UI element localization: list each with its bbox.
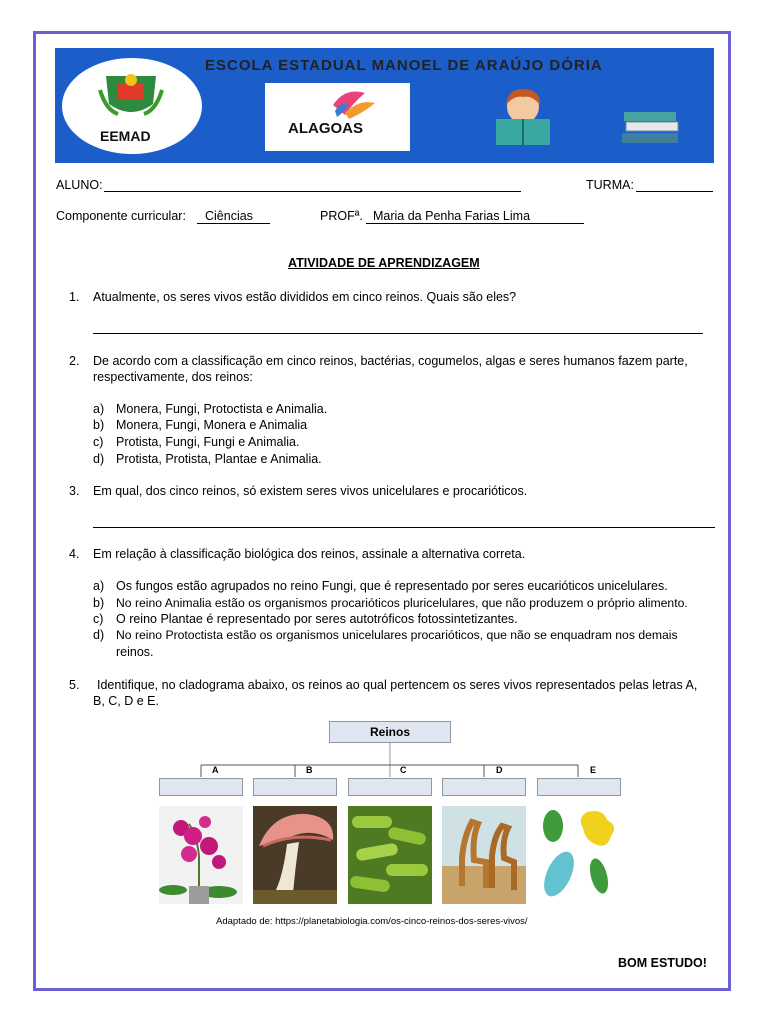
cladogram-letter-e: E	[590, 765, 597, 775]
giraffes-photo	[442, 806, 526, 904]
q2-option-letter: d)	[93, 452, 105, 466]
q2-text-line2: respectivamente, dos reinos:	[93, 370, 253, 384]
turma-label: TURMA:	[586, 178, 634, 192]
kingdom-answer-box-d[interactable]	[442, 778, 526, 796]
q2-option-text: Monera, Fungi, Monera e Animalia	[116, 418, 308, 432]
q5-number: 5.	[69, 678, 80, 692]
cladogram-letter-a: A	[212, 765, 219, 775]
q4-option-letter: c)	[93, 612, 104, 626]
prof-value: Maria da Penha Farias Lima	[373, 209, 531, 223]
componente-value: Ciências	[205, 209, 253, 223]
cladogram-letter-b: B	[306, 765, 313, 775]
q4-text: Em relação à classificação biológica dos reinos, assinale a alternativa correta.	[93, 547, 526, 561]
q4-option-text: O reino Plantae é representado por seres autotróficos fotossintetizantes.	[116, 612, 518, 626]
q1-number: 1.	[69, 290, 80, 304]
image-caption: Adaptado de: https://planetabiologia.com/os-cinco-reinos-dos-seres-vivos/	[216, 916, 528, 927]
school-name: ESCOLA ESTADUAL MANOEL DE ARAÚJO DÓRIA	[205, 57, 603, 74]
q3-text: Em qual, dos cinco reinos, só existem seres vivos unicelulares e procarióticos.	[93, 484, 528, 498]
q2-option-letter: c)	[93, 435, 104, 449]
alagoas-logo-text: ALAGOAS	[288, 120, 363, 137]
q4-option-text: Os fungos estão agrupados no reino Fungi, que é representado por seres eucarióticos unicelulares.	[116, 579, 668, 593]
orchid-flower-photo	[159, 806, 243, 904]
q2-number: 2.	[69, 354, 80, 368]
activity-title: ATIVIDADE DE APRENDIZAGEM	[288, 256, 480, 270]
q2-option-letter: b)	[93, 418, 105, 432]
q4-option-letter: d)	[93, 628, 105, 642]
cladogram-letter-c: C	[400, 765, 407, 775]
kingdom-answer-box-e[interactable]	[537, 778, 621, 796]
seal-label: EEMAD	[100, 128, 151, 144]
q1-text: Atualmente, os seres vivos estão divididos em cinco reinos. Quais são eles?	[93, 290, 517, 304]
kingdom-answer-box-b[interactable]	[253, 778, 337, 796]
cladogram-root: Reinos	[329, 721, 451, 743]
bacteria-photo	[348, 806, 432, 904]
q4-option-letter: a)	[93, 579, 105, 593]
cladogram-letter-d: D	[496, 765, 503, 775]
q3-number: 3.	[69, 484, 80, 498]
q4-option-text: No reino Protoctista estão os organismos unicelulares procarióticos, que não se enquadram nos demais	[116, 628, 678, 642]
protists-illustration	[537, 806, 621, 904]
kingdom-answer-box-a[interactable]	[159, 778, 243, 796]
q5-text-line1: Identifique, no cladograma abaixo, os reinos ao qual pertencem os seres vivos representados pelas letras A,	[97, 678, 698, 692]
componente-label: Componente curricular:	[56, 209, 186, 223]
q4-option-text-cont: reinos.	[116, 645, 154, 659]
q4-option-letter: b)	[93, 596, 105, 610]
aluno-label: ALUNO:	[56, 178, 103, 192]
q4-number: 4.	[69, 547, 80, 561]
closing-text: BOM ESTUDO!	[618, 956, 707, 970]
prof-label: PROFª.	[320, 209, 363, 223]
q5-text-line2: B, C, D e E.	[93, 694, 159, 708]
q2-option-text: Protista, Protista, Plantae e Animalia.	[116, 452, 322, 466]
q2-option-text: Protista, Fungi, Fungi e Animalia.	[116, 435, 300, 449]
mushroom-photo	[253, 806, 337, 904]
q2-option-text: Monera, Fungi, Protoctista e Animalia.	[116, 402, 328, 416]
q2-option-letter: a)	[93, 402, 105, 416]
q4-option-text: No reino Animalia estão os organismos procarióticos pluricelulares, que não produzem o próprio alimento.	[116, 596, 688, 610]
q2-text-line1: De acordo com a classificação em cinco reinos, bactérias, cogumelos, algas e seres humanos fazem parte,	[93, 354, 688, 368]
kingdom-answer-box-c[interactable]	[348, 778, 432, 796]
